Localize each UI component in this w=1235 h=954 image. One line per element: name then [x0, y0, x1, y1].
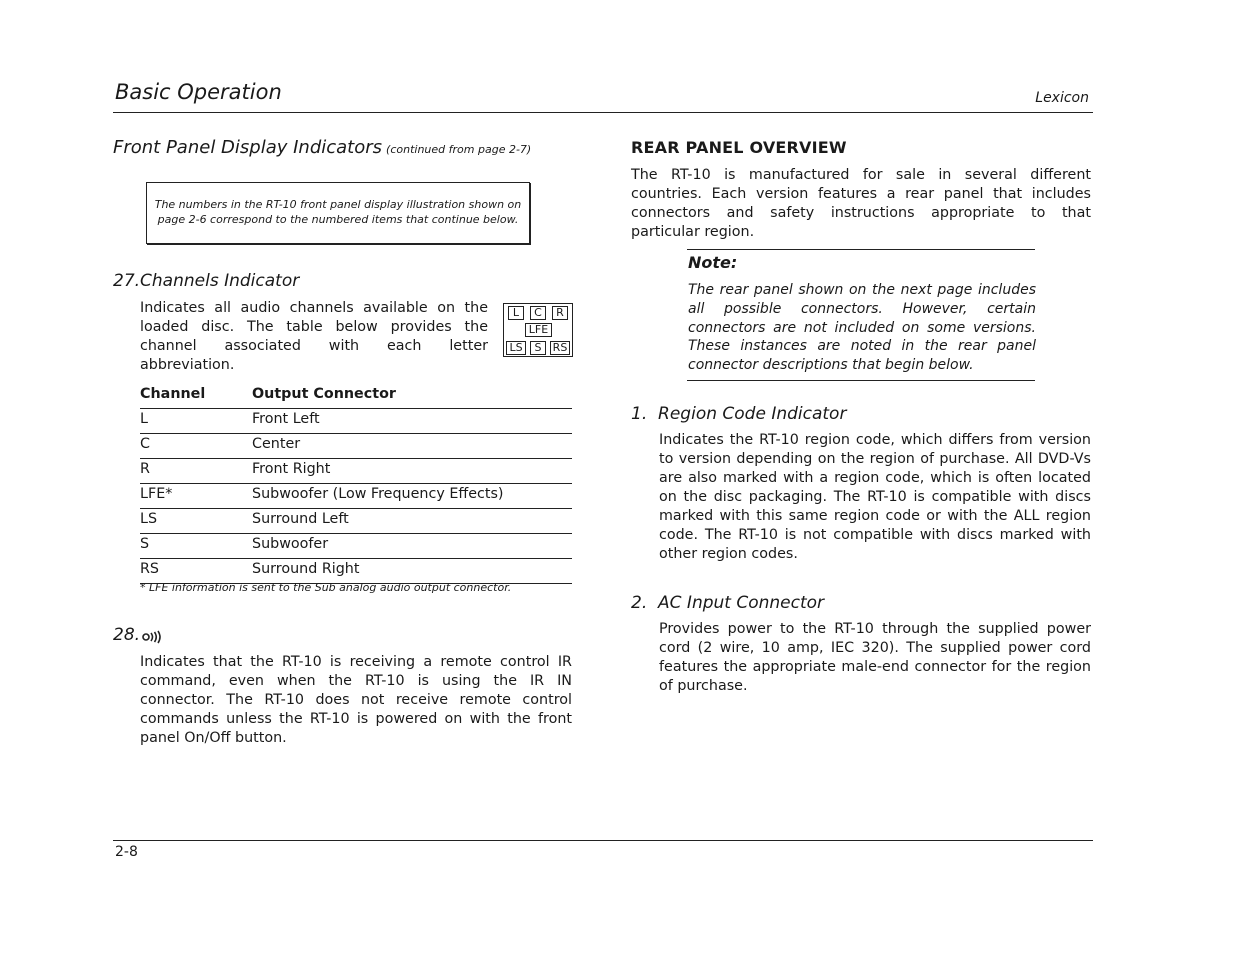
- table-cell-channel: S: [140, 536, 150, 552]
- glyph-lfe: LFE: [525, 323, 552, 337]
- table-cell-connector: Subwoofer: [252, 536, 329, 552]
- intro-note-line: page 2-6 correspond to the numbered items that continue below.: [157, 213, 519, 226]
- channel-display-illustration: [503, 303, 573, 357]
- item-27-text: Indicates all audio channels available on the loaded disc. The table below provides the channel associated with each letter abbreviation.: [140, 300, 488, 373]
- item-28-text: Indicates that the RT-10 is receiving a remote control IR command, even when the RT-10 is using the IR IN connector. The RT-10 does not receive remote control commands unless the RT-10 is powered on with the front panel On/Off button.: [140, 654, 572, 746]
- glyph-rs: RS: [550, 341, 570, 355]
- item-1-text: Indicates the RT-10 region code, which differs from version to version depending on the region of purchase. All DVD-Vs are also marked with a region code, which is often located on the disc packaging. The RT-10 is compatible with discs marked with this same region code or with the ALL region code. The RT-10 is not compatible with discs marked with other region codes.: [659, 432, 1091, 562]
- table-cell-channel: LFE*: [140, 486, 173, 502]
- glyph-s: S: [530, 341, 546, 355]
- note-text: The rear panel shown on the next page includes all possible connectors. However, certain connectors are not included on some versions. These instances are noted in the rear panel connector descriptions that begin below.: [688, 282, 1036, 374]
- glyph-ls: LS: [506, 341, 526, 355]
- table-cell-connector: Subwoofer (Low Frequency Effects): [252, 486, 504, 502]
- item-2-text: Provides power to the RT-10 through the supplied power cord (2 wire, 10 amp, IEC 320). The supplied power cord features the appropriate male-end connector for the region of purchase.: [659, 621, 1091, 694]
- header-rule: [113, 112, 1093, 113]
- section-title: [113, 137, 531, 158]
- table-footnote: * LFE information is sent to the Sub analog audio output connector.: [140, 581, 512, 594]
- table-row: [140, 509, 572, 534]
- rear-panel-heading: REAR PANEL OVERVIEW: [631, 138, 847, 157]
- table-cell-channel: R: [140, 461, 150, 477]
- table-cell-connector: Front Right: [252, 461, 331, 477]
- table-cell-channel: C: [140, 436, 150, 452]
- table-cell-connector: Front Left: [252, 411, 320, 427]
- section-title-text: Front Panel Display Indicators: [113, 137, 383, 158]
- page-header-title: Basic Operation: [115, 80, 282, 104]
- intro-note-line: The numbers in the RT-10 front panel display illustration shown on: [154, 198, 522, 211]
- item-28-heading: 28.: [113, 625, 141, 645]
- item-1-heading: 1. Region Code Indicator: [631, 404, 847, 424]
- note-top-rule: [687, 249, 1035, 250]
- section-continuation: (continued from page 2-7): [386, 143, 532, 156]
- page-number: 2-8: [115, 844, 138, 860]
- table-row: [140, 409, 572, 434]
- table-cell-connector: Surround Left: [252, 511, 349, 527]
- table-cell-channel: LS: [140, 511, 158, 527]
- table-cell-channel: L: [140, 411, 148, 427]
- table-row: [140, 434, 572, 459]
- intro-note-box: [146, 182, 530, 244]
- table-cell-connector: Surround Right: [252, 561, 360, 577]
- glyph-r: R: [552, 306, 568, 320]
- item-27-heading: 27.Channels Indicator: [113, 271, 300, 291]
- channel-table: [140, 384, 572, 584]
- brand-name: Lexicon: [1035, 90, 1089, 106]
- note-bottom-rule: [687, 380, 1035, 381]
- glyph-l: L: [508, 306, 524, 320]
- table-header-channel: Channel: [140, 386, 206, 402]
- table-header-row: [140, 384, 572, 409]
- rear-panel-intro: The RT-10 is manufactured for sale in several different countries. Each version features a rear panel that includes connectors and safety instructions appropriate to that particular region.: [631, 167, 1091, 240]
- item-2-heading: 2. AC Input Connector: [631, 593, 825, 613]
- table-row: [140, 534, 572, 559]
- table-row: [140, 459, 572, 484]
- footer-rule: [113, 840, 1093, 841]
- table-cell-connector: Center: [252, 436, 301, 452]
- table-header-connector: Output Connector: [252, 386, 396, 402]
- glyph-c: C: [530, 306, 546, 320]
- note-title: Note:: [688, 253, 738, 272]
- table-row: [140, 484, 572, 509]
- table-cell-channel: RS: [140, 561, 160, 577]
- remote-signal-icon: [142, 629, 162, 643]
